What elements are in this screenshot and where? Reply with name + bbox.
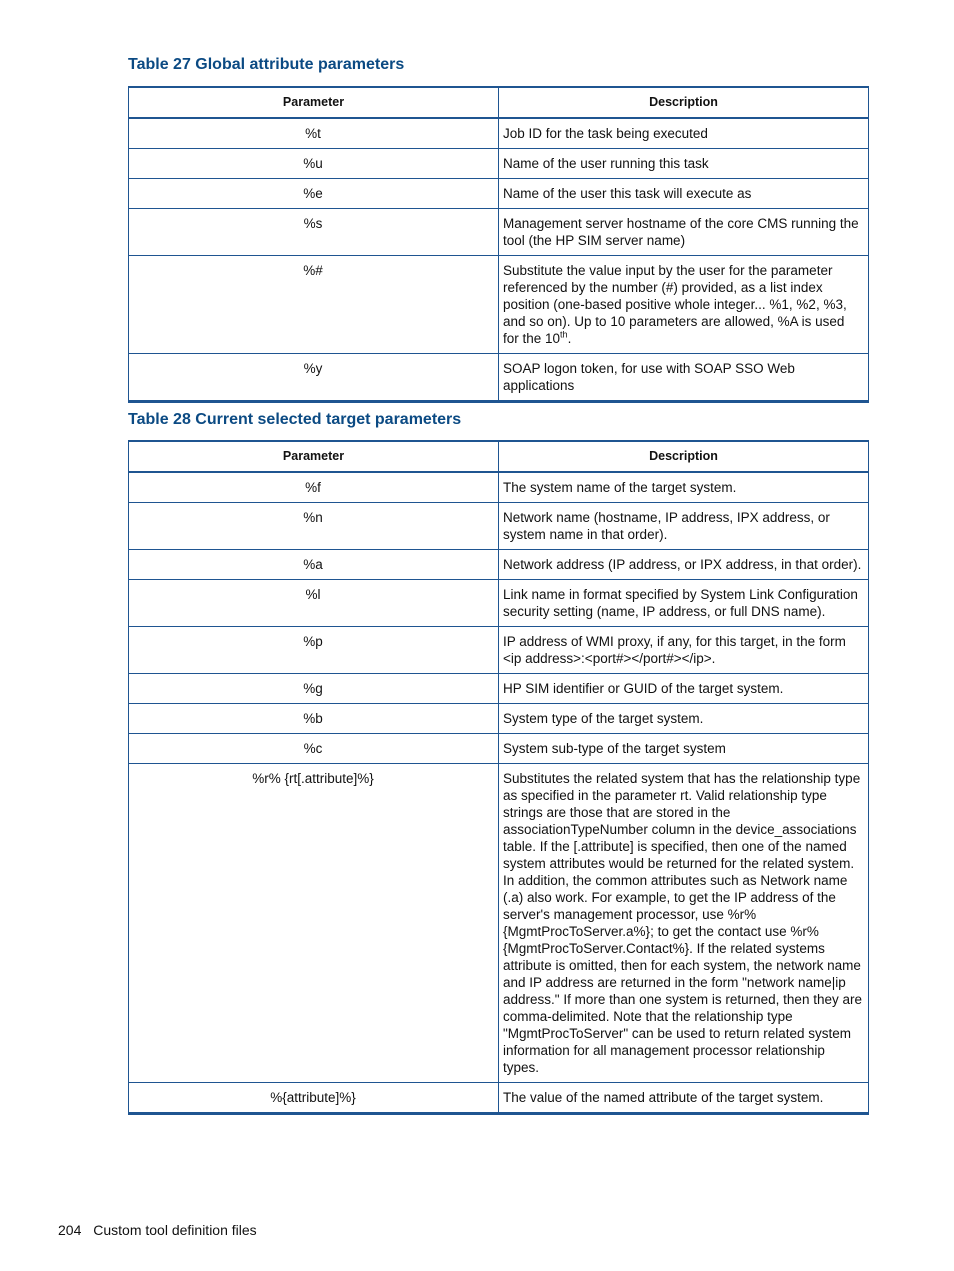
parameter-cell: %c bbox=[129, 734, 499, 764]
parameter-cell: %a bbox=[129, 550, 499, 580]
description-cell: Management server hostname of the core CMS running the tool (the HP SIM server name) bbox=[499, 209, 869, 256]
table-row bbox=[129, 580, 869, 627]
column-header-description: Description bbox=[499, 441, 869, 472]
description-cell: Network name (hostname, IP address, IPX address, or system name in that order). bbox=[499, 503, 869, 550]
description-cell: System type of the target system. bbox=[499, 704, 869, 734]
parameter-cell: %n bbox=[129, 503, 499, 550]
parameter-cell: %p bbox=[129, 627, 499, 674]
table-row bbox=[129, 550, 869, 580]
description-cell: System sub-type of the target system bbox=[499, 734, 869, 764]
superscript: th bbox=[560, 329, 568, 340]
description-cell: Link name in format specified by System Link Configuration security setting (name, IP address, or full DNS name). bbox=[499, 580, 869, 627]
parameter-cell: %e bbox=[129, 179, 499, 209]
table-row bbox=[129, 1083, 869, 1114]
description-text: Substitute the value input by the user for the parameter referenced by the number (#) provided, as a list index position (one-based positive whole integer... %1, %2, %3, and so on). Up to 10 parameters are allowed, %A is used for the 10 bbox=[503, 263, 847, 346]
parameter-cell: %t bbox=[129, 118, 499, 149]
parameter-cell: %{attribute]%} bbox=[129, 1083, 499, 1114]
table-row bbox=[129, 472, 869, 503]
table-row bbox=[129, 503, 869, 550]
table-28-caption: Table 28 Current selected target parameters bbox=[128, 411, 462, 428]
parameter-cell: %r% {rt[.attribute]%} bbox=[129, 764, 499, 1083]
description-cell bbox=[499, 256, 869, 354]
description-cell: The value of the named attribute of the target system. bbox=[499, 1083, 869, 1114]
current-selected-target-parameters-table bbox=[128, 440, 869, 1115]
description-cell: HP SIM identifier or GUID of the target system. bbox=[499, 674, 869, 704]
description-cell: Network address (IP address, or IPX address, in that order). bbox=[499, 550, 869, 580]
description-cell: IP address of WMI proxy, if any, for this target, in the form <ip address>:<port#></port#></ip>. bbox=[499, 627, 869, 674]
table-row bbox=[129, 209, 869, 256]
table-row bbox=[129, 764, 869, 1083]
column-header-parameter: Parameter bbox=[129, 441, 499, 472]
parameter-cell: %f bbox=[129, 472, 499, 503]
table-header-row bbox=[129, 441, 869, 472]
description-cell: Name of the user this task will execute as bbox=[499, 179, 869, 209]
parameter-cell: %u bbox=[129, 149, 499, 179]
table-row bbox=[129, 704, 869, 734]
column-header-parameter: Parameter bbox=[129, 87, 499, 118]
footer-section-title: Custom tool definition files bbox=[93, 1222, 257, 1238]
description-cell: Substitutes the related system that has the relationship type as specified in the parameter rt. Valid relationship type strings are those that are stored in the associationTypeNumber column in the device_associations table. If the [.attribute] is specified, then one of the named system attributes would be returned for the related system. In addition, the common attributes such as Network name (.a) also work. For example, to get the IP address of the server's management processor, use %r%{MgmtProcToServer.a%}; to get the contact use %r%{MgmtProcToServer.Contact%}. If the related systems attribute is omitted, then for each system, the network name and IP address are returned in the form "network name|ip address." If more than one system is returned, then they are comma-delimited. Note that the relationship type "MgmtProcToServer" can be used to return related system information for all management processor relationship types. bbox=[499, 764, 869, 1083]
table-row bbox=[129, 149, 869, 179]
table-row bbox=[129, 354, 869, 402]
page-number: 204 bbox=[58, 1222, 82, 1238]
parameter-cell: %# bbox=[129, 256, 499, 354]
page-footer bbox=[58, 1222, 257, 1238]
column-header-description: Description bbox=[499, 87, 869, 118]
table-row bbox=[129, 734, 869, 764]
table-row bbox=[129, 674, 869, 704]
parameter-cell: %s bbox=[129, 209, 499, 256]
global-attribute-parameters-table bbox=[128, 86, 869, 403]
table-row bbox=[129, 118, 869, 149]
description-tail: . bbox=[567, 331, 572, 346]
table-row bbox=[129, 179, 869, 209]
parameter-cell: %y bbox=[129, 354, 499, 402]
description-cell: Name of the user running this task bbox=[499, 149, 869, 179]
parameter-cell: %b bbox=[129, 704, 499, 734]
parameter-cell: %g bbox=[129, 674, 499, 704]
table-header-row bbox=[129, 87, 869, 118]
table-row bbox=[129, 627, 869, 674]
table-row bbox=[129, 256, 869, 354]
table-27-caption: Table 27 Global attribute parameters bbox=[128, 56, 405, 73]
description-cell: SOAP logon token, for use with SOAP SSO Web applications bbox=[499, 354, 869, 402]
parameter-cell: %l bbox=[129, 580, 499, 627]
description-cell: Job ID for the task being executed bbox=[499, 118, 869, 149]
description-cell: The system name of the target system. bbox=[499, 472, 869, 503]
